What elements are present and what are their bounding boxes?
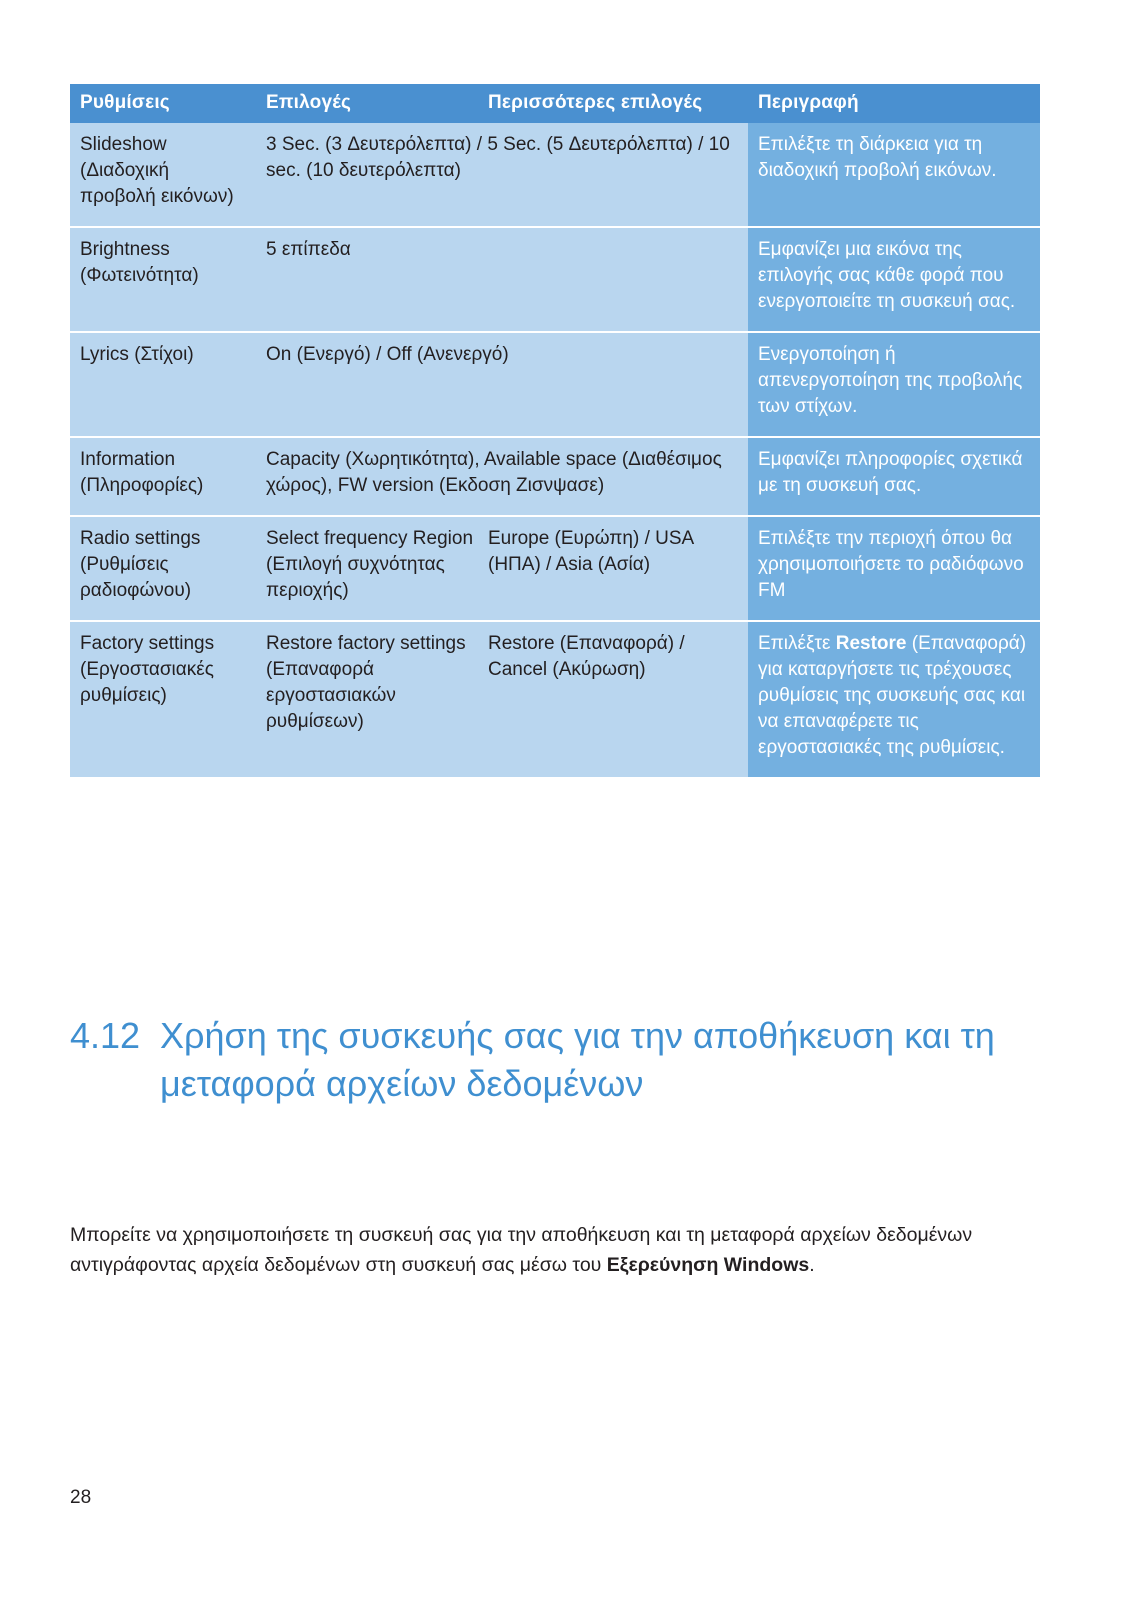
- cell-description: Εμφανίζει μια εικόνα της επιλογής σας κάθε φορά που ενεργοποιείτε τη συσκευή σας.: [748, 227, 1040, 332]
- section-heading: [70, 1012, 1040, 1108]
- cell-description: Εμφανίζει πληροφορίες σχετικά με τη συσκευή σας.: [748, 437, 1040, 516]
- cell-options: 3 Sec. (3 Δευτερόλεπτα) / 5 Sec. (5 Δευτερόλεπτα) / 10 sec. (10 δευτερόλεπτα): [256, 123, 748, 227]
- section-number: 4.12: [70, 1015, 141, 1056]
- cell-description: Ενεργοποίηση ή απενεργοποίηση της προβολής των στίχων.: [748, 332, 1040, 437]
- body-paragraph: [70, 1220, 1005, 1280]
- cell-setting: Factory settings (Εργοστασιακές ρυθμίσεις): [70, 621, 256, 778]
- desc-prefix: Επιλέξτε: [758, 633, 836, 654]
- cell-more-options: Restore (Επαναφορά) / Cancel (Ακύρωση): [478, 621, 748, 778]
- table-row: [70, 437, 1040, 516]
- table-row: [70, 227, 1040, 332]
- desc-suffix: (Επαναφορά) για καταργήσετε τις τρέχουσες ρυθμίσεις της συσκευής σας και να επαναφέρετε τις εργοστασιακές της ρυθμίσεις.: [758, 633, 1027, 758]
- cell-setting: Lyrics (Στίχοι): [70, 332, 256, 437]
- paragraph-text-after: .: [809, 1253, 815, 1276]
- column-header-description: Περιγραφή: [748, 84, 1040, 123]
- cell-options: On (Ενεργό) / Off (Ανενεργό): [256, 332, 748, 437]
- paragraph-bold-term: Εξερεύνηση Windows: [606, 1253, 810, 1276]
- column-header-options: Επιλογές: [256, 84, 478, 123]
- cell-options: Restore factory settings (Επαναφορά εργοστασιακών ρυθμίσεων): [256, 621, 478, 778]
- column-header-more-options: Περισσότερες επιλογές: [478, 84, 748, 123]
- column-header-settings: Ρυθμίσεις: [70, 84, 256, 123]
- document-page: [70, 0, 1040, 1600]
- table-header-row: [70, 84, 1040, 123]
- cell-options: Capacity (Χωρητικότητα), Available space (Διαθέσιμος χώρος), FW version (Εκδοση Ζισνψασε): [256, 437, 748, 516]
- cell-description: Επιλέξτε την περιοχή όπου θα χρησιμοποιήσετε το ραδιόφωνο FM: [748, 516, 1040, 621]
- table-row: [70, 332, 1040, 437]
- section-title: Χρήση της συσκευής σας για την αποθήκευση και τη μεταφορά αρχείων δεδομένων: [160, 1015, 995, 1104]
- cell-description-restore: [748, 621, 1040, 778]
- table-row: [70, 516, 1040, 621]
- cell-options: 5 επίπεδα: [256, 227, 748, 332]
- cell-description: Επιλέξτε τη διάρκεια για τη διαδοχική προβολή εικόνων.: [748, 123, 1040, 227]
- settings-table: [70, 84, 1040, 779]
- cell-options: Select frequency Region (Επιλογή συχνότητας περιοχής): [256, 516, 478, 621]
- page-number: 28: [70, 1487, 92, 1508]
- table-row: [70, 621, 1040, 778]
- desc-bold-restore: Restore: [835, 633, 907, 654]
- table-row: [70, 123, 1040, 227]
- cell-setting: Slideshow (Διαδοχική προβολή εικόνων): [70, 123, 256, 227]
- cell-more-options: Europe (Ευρώπη) / USA (ΗΠΑ) / Asia (Ασία): [478, 516, 748, 621]
- paragraph-text-before: Μπορείτε να χρησιμοποιήσετε τη συσκευή σας για την αποθήκευση και τη μεταφορά αρχείων δεδομένων αντιγράφοντας αρχεία δεδομένων στη συσκευή σας μέσω του: [70, 1223, 973, 1276]
- cell-setting: Information (Πληροφορίες): [70, 437, 256, 516]
- cell-setting: Radio settings (Ρυθμίσεις ραδιοφώνου): [70, 516, 256, 621]
- cell-setting: Brightness (Φωτεινότητα): [70, 227, 256, 332]
